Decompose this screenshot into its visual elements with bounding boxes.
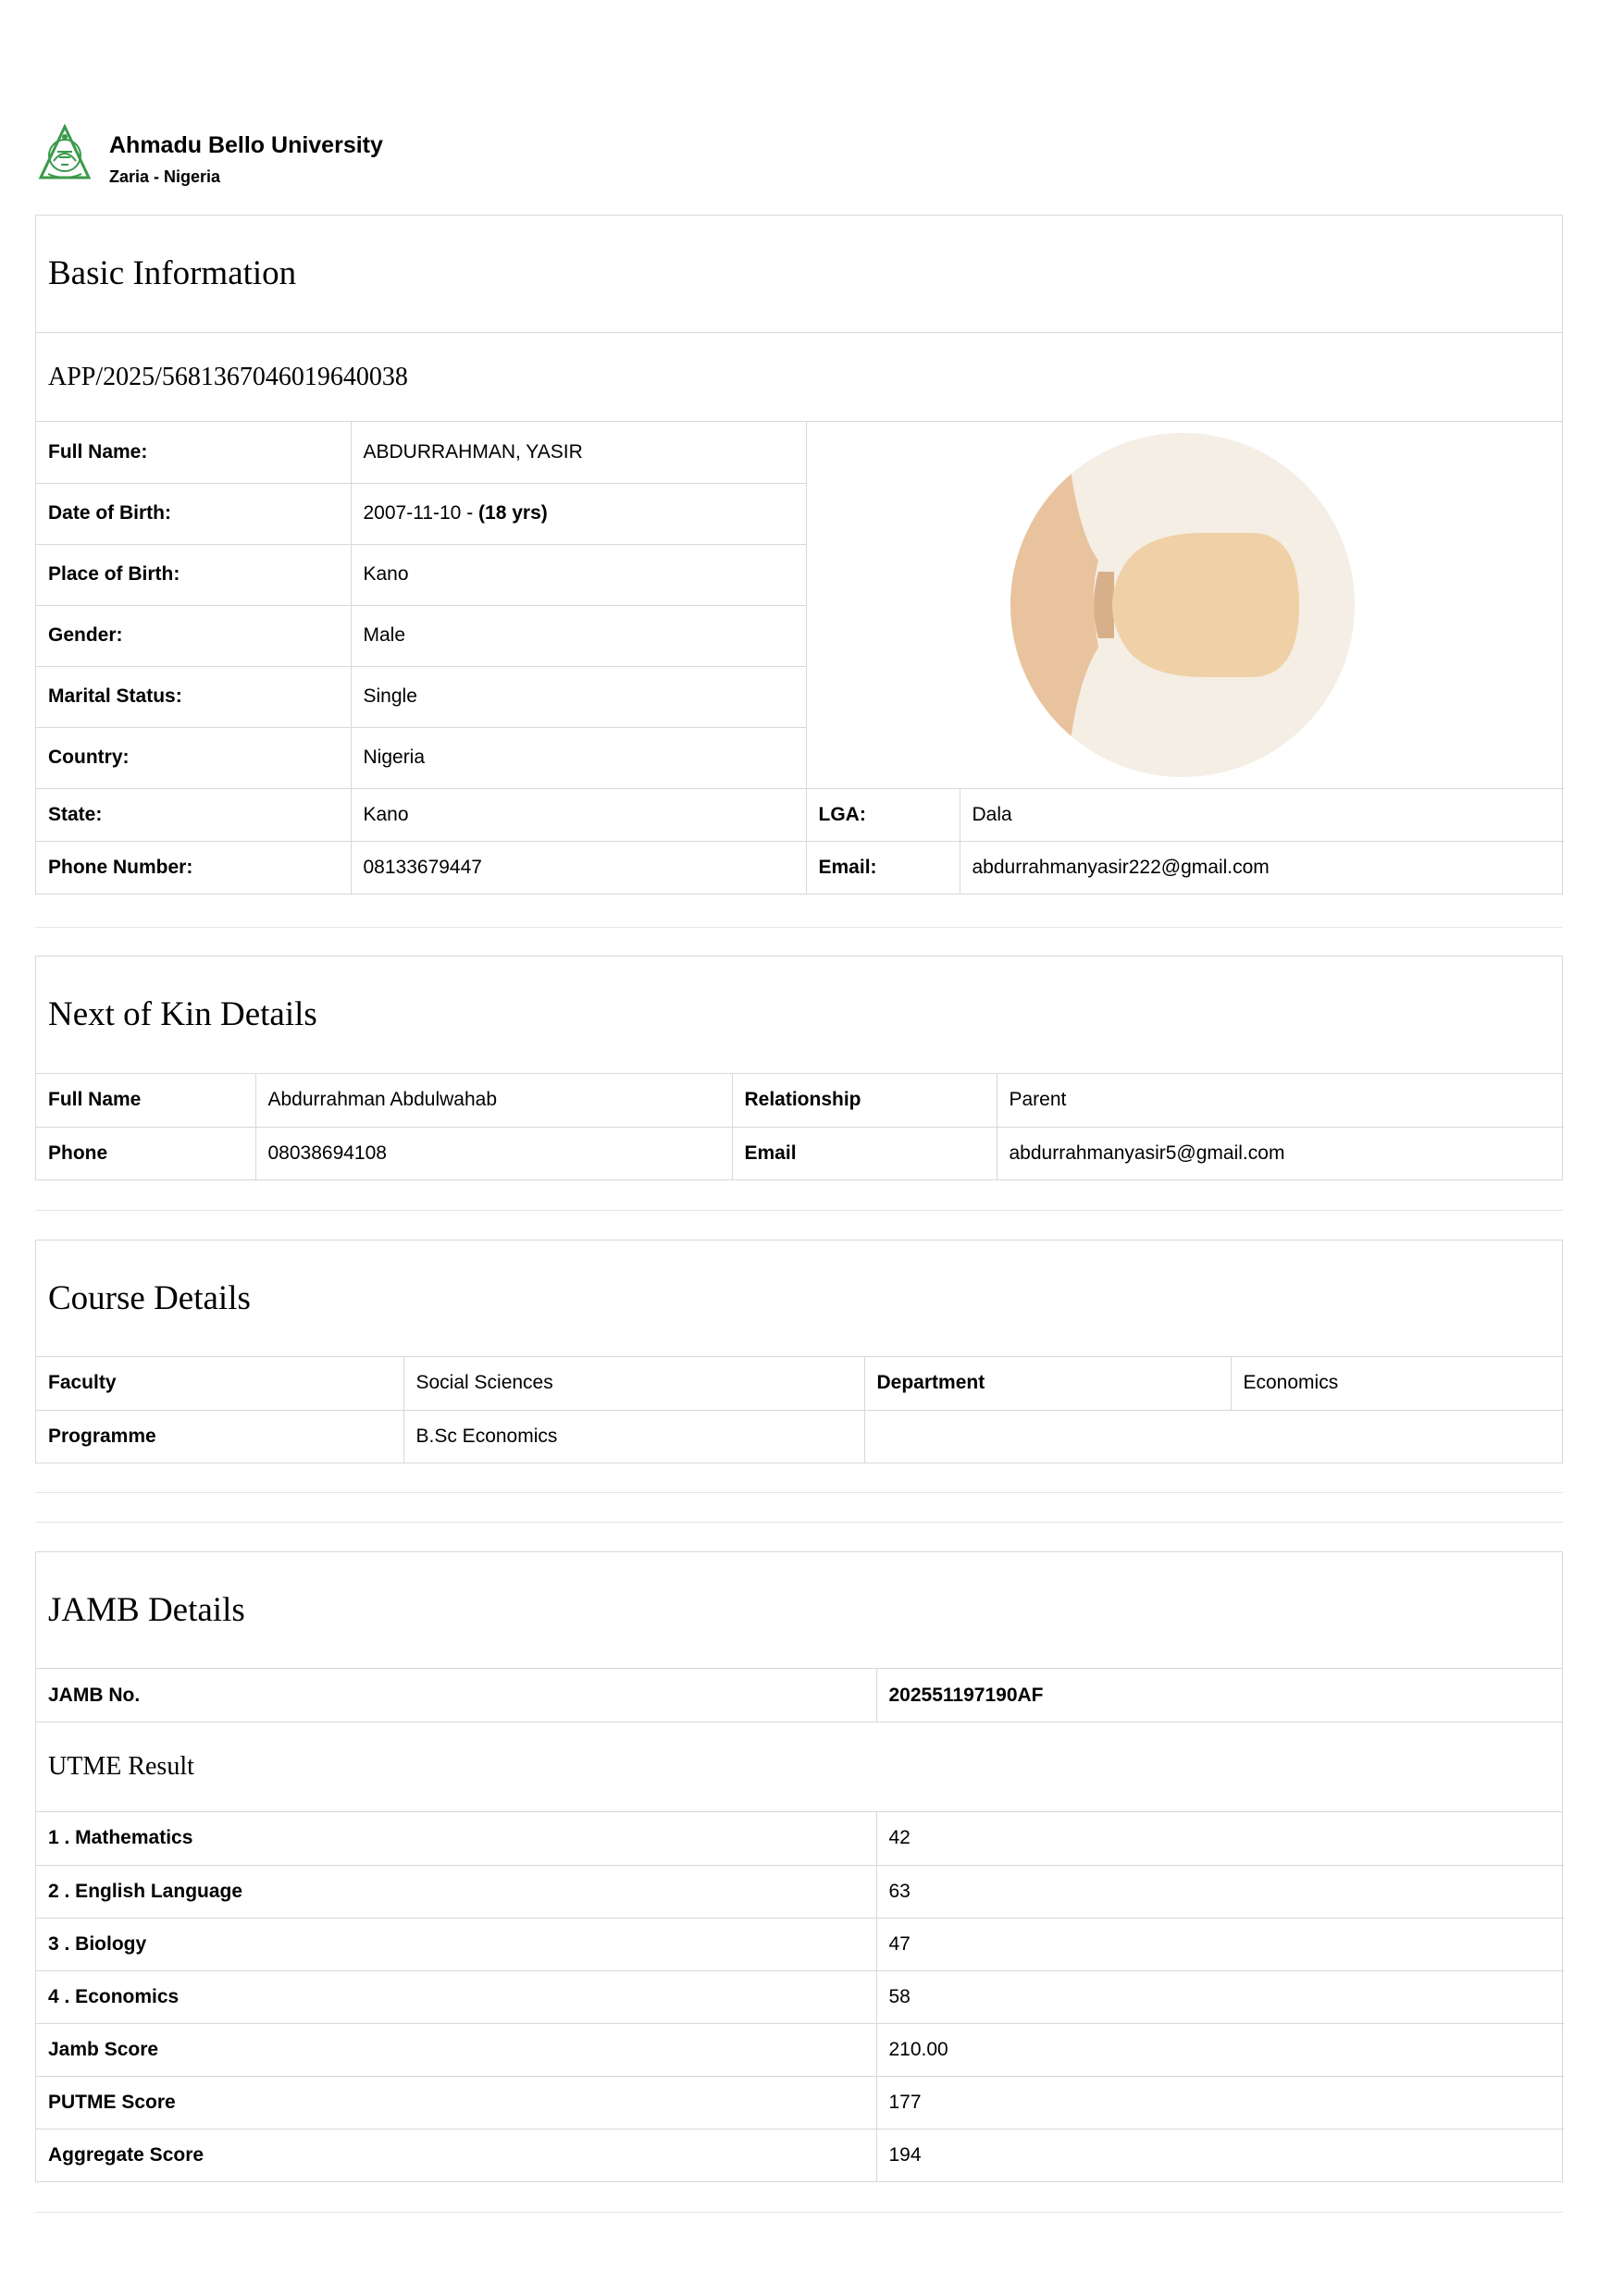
next-of-kin-table — [36, 1074, 1564, 1179]
basic-information-section — [35, 215, 1563, 895]
programme-label: Programme — [36, 1410, 403, 1463]
country-label: Country: — [36, 727, 351, 788]
section-divider — [35, 1492, 1563, 1493]
subject-label: 4 . Economics — [36, 1970, 876, 2023]
jamb-number-label: JAMB No. — [36, 1669, 876, 1722]
jamb-score-label: Jamb Score — [36, 2023, 876, 2076]
table-row — [36, 1127, 1564, 1179]
place-of-birth-value: Kano — [351, 544, 806, 605]
jamb-number-table — [36, 1669, 1564, 1722]
jamb-details-title: JAMB Details — [36, 1552, 1562, 1669]
table-row — [36, 1918, 1564, 1970]
kin-email-value: abdurrahmanyasir5@gmail.com — [997, 1127, 1564, 1179]
subject-score: 63 — [876, 1865, 1564, 1918]
date-of-birth-date: 2007-11-10 - — [363, 502, 479, 524]
utme-result-table — [36, 1812, 1564, 2181]
table-row — [36, 422, 1564, 483]
jamb-score-value: 210.00 — [876, 2023, 1564, 2076]
marital-status-label: Marital Status: — [36, 666, 351, 727]
kin-relationship-value: Parent — [997, 1074, 1564, 1127]
utme-result-title: UTME Result — [36, 1722, 1562, 1812]
faculty-value: Social Sciences — [403, 1357, 864, 1410]
kin-full-name-value: Abdurrahman Abdulwahab — [255, 1074, 732, 1127]
table-row — [36, 1865, 1564, 1918]
table-row — [36, 788, 1564, 841]
subject-label: 2 . English Language — [36, 1865, 876, 1918]
table-row — [36, 2076, 1564, 2129]
jamb-details-section — [35, 1551, 1563, 2182]
table-row — [36, 1669, 1564, 1722]
section-divider — [35, 927, 1563, 928]
basic-information-table — [36, 422, 1564, 894]
country-value: Nigeria — [351, 727, 806, 788]
table-row — [36, 1812, 1564, 1865]
full-name-label: Full Name: — [36, 422, 351, 483]
university-location: Zaria - Nigeria — [109, 167, 221, 186]
phone-number-value: 08133679447 — [351, 841, 806, 894]
abu-crest-icon — [35, 124, 94, 183]
passport-photo — [806, 422, 1564, 788]
page-header — [35, 124, 383, 189]
next-of-kin-section — [35, 956, 1563, 1180]
table-row — [36, 2023, 1564, 2076]
table-row — [36, 1410, 1564, 1463]
email-value: abdurrahmanyasir222@gmail.com — [960, 841, 1564, 894]
phone-number-label: Phone Number: — [36, 841, 351, 894]
gender-value: Male — [351, 605, 806, 666]
full-name-value: ABDURRAHMAN, YASIR — [351, 422, 806, 483]
programme-value: B.Sc Economics — [403, 1410, 864, 1463]
faculty-label: Faculty — [36, 1357, 403, 1410]
table-row — [36, 2129, 1564, 2181]
department-label: Department — [864, 1357, 1231, 1410]
basic-information-title: Basic Information — [36, 216, 1562, 333]
jamb-number-value: 202551197190AF — [876, 1669, 1564, 1722]
table-row — [36, 1357, 1564, 1410]
date-of-birth-label: Date of Birth: — [36, 483, 351, 544]
course-details-title: Course Details — [36, 1241, 1562, 1357]
lga-value: Dala — [960, 788, 1564, 841]
subject-score: 58 — [876, 1970, 1564, 2023]
state-label: State: — [36, 788, 351, 841]
course-details-section — [35, 1240, 1563, 1463]
table-row — [36, 1074, 1564, 1127]
place-of-birth-label: Place of Birth: — [36, 544, 351, 605]
state-value: Kano — [351, 788, 806, 841]
application-number: APP/2025/5681367046019640038 — [36, 333, 1562, 422]
subject-label: 1 . Mathematics — [36, 1812, 876, 1865]
empty-cell — [864, 1410, 1564, 1463]
kin-relationship-label: Relationship — [732, 1074, 997, 1127]
age-text: (18 yrs) — [478, 502, 548, 524]
kin-phone-label: Phone — [36, 1127, 255, 1179]
putme-score-value: 177 — [876, 2076, 1564, 2129]
department-value: Economics — [1231, 1357, 1564, 1410]
avatar-placeholder-icon — [1010, 433, 1355, 777]
email-label: Email: — [806, 841, 960, 894]
gender-label: Gender: — [36, 605, 351, 666]
date-of-birth-value — [351, 483, 806, 544]
putme-score-label: PUTME Score — [36, 2076, 876, 2129]
aggregate-score-label: Aggregate Score — [36, 2129, 876, 2181]
next-of-kin-title: Next of Kin Details — [36, 957, 1562, 1074]
lga-label: LGA: — [806, 788, 960, 841]
marital-status-value: Single — [351, 666, 806, 727]
course-details-table — [36, 1357, 1564, 1463]
kin-phone-value: 08038694108 — [255, 1127, 732, 1179]
university-name: Ahmadu Bello University — [109, 132, 383, 158]
subject-score: 47 — [876, 1918, 1564, 1970]
section-divider — [35, 1210, 1563, 1211]
kin-full-name-label: Full Name — [36, 1074, 255, 1127]
section-divider — [35, 1522, 1563, 1523]
kin-email-label: Email — [732, 1127, 997, 1179]
section-divider — [35, 2212, 1563, 2213]
table-row — [36, 841, 1564, 894]
subject-label: 3 . Biology — [36, 1918, 876, 1970]
subject-score: 42 — [876, 1812, 1564, 1865]
aggregate-score-value: 194 — [876, 2129, 1564, 2181]
table-row — [36, 1970, 1564, 2023]
